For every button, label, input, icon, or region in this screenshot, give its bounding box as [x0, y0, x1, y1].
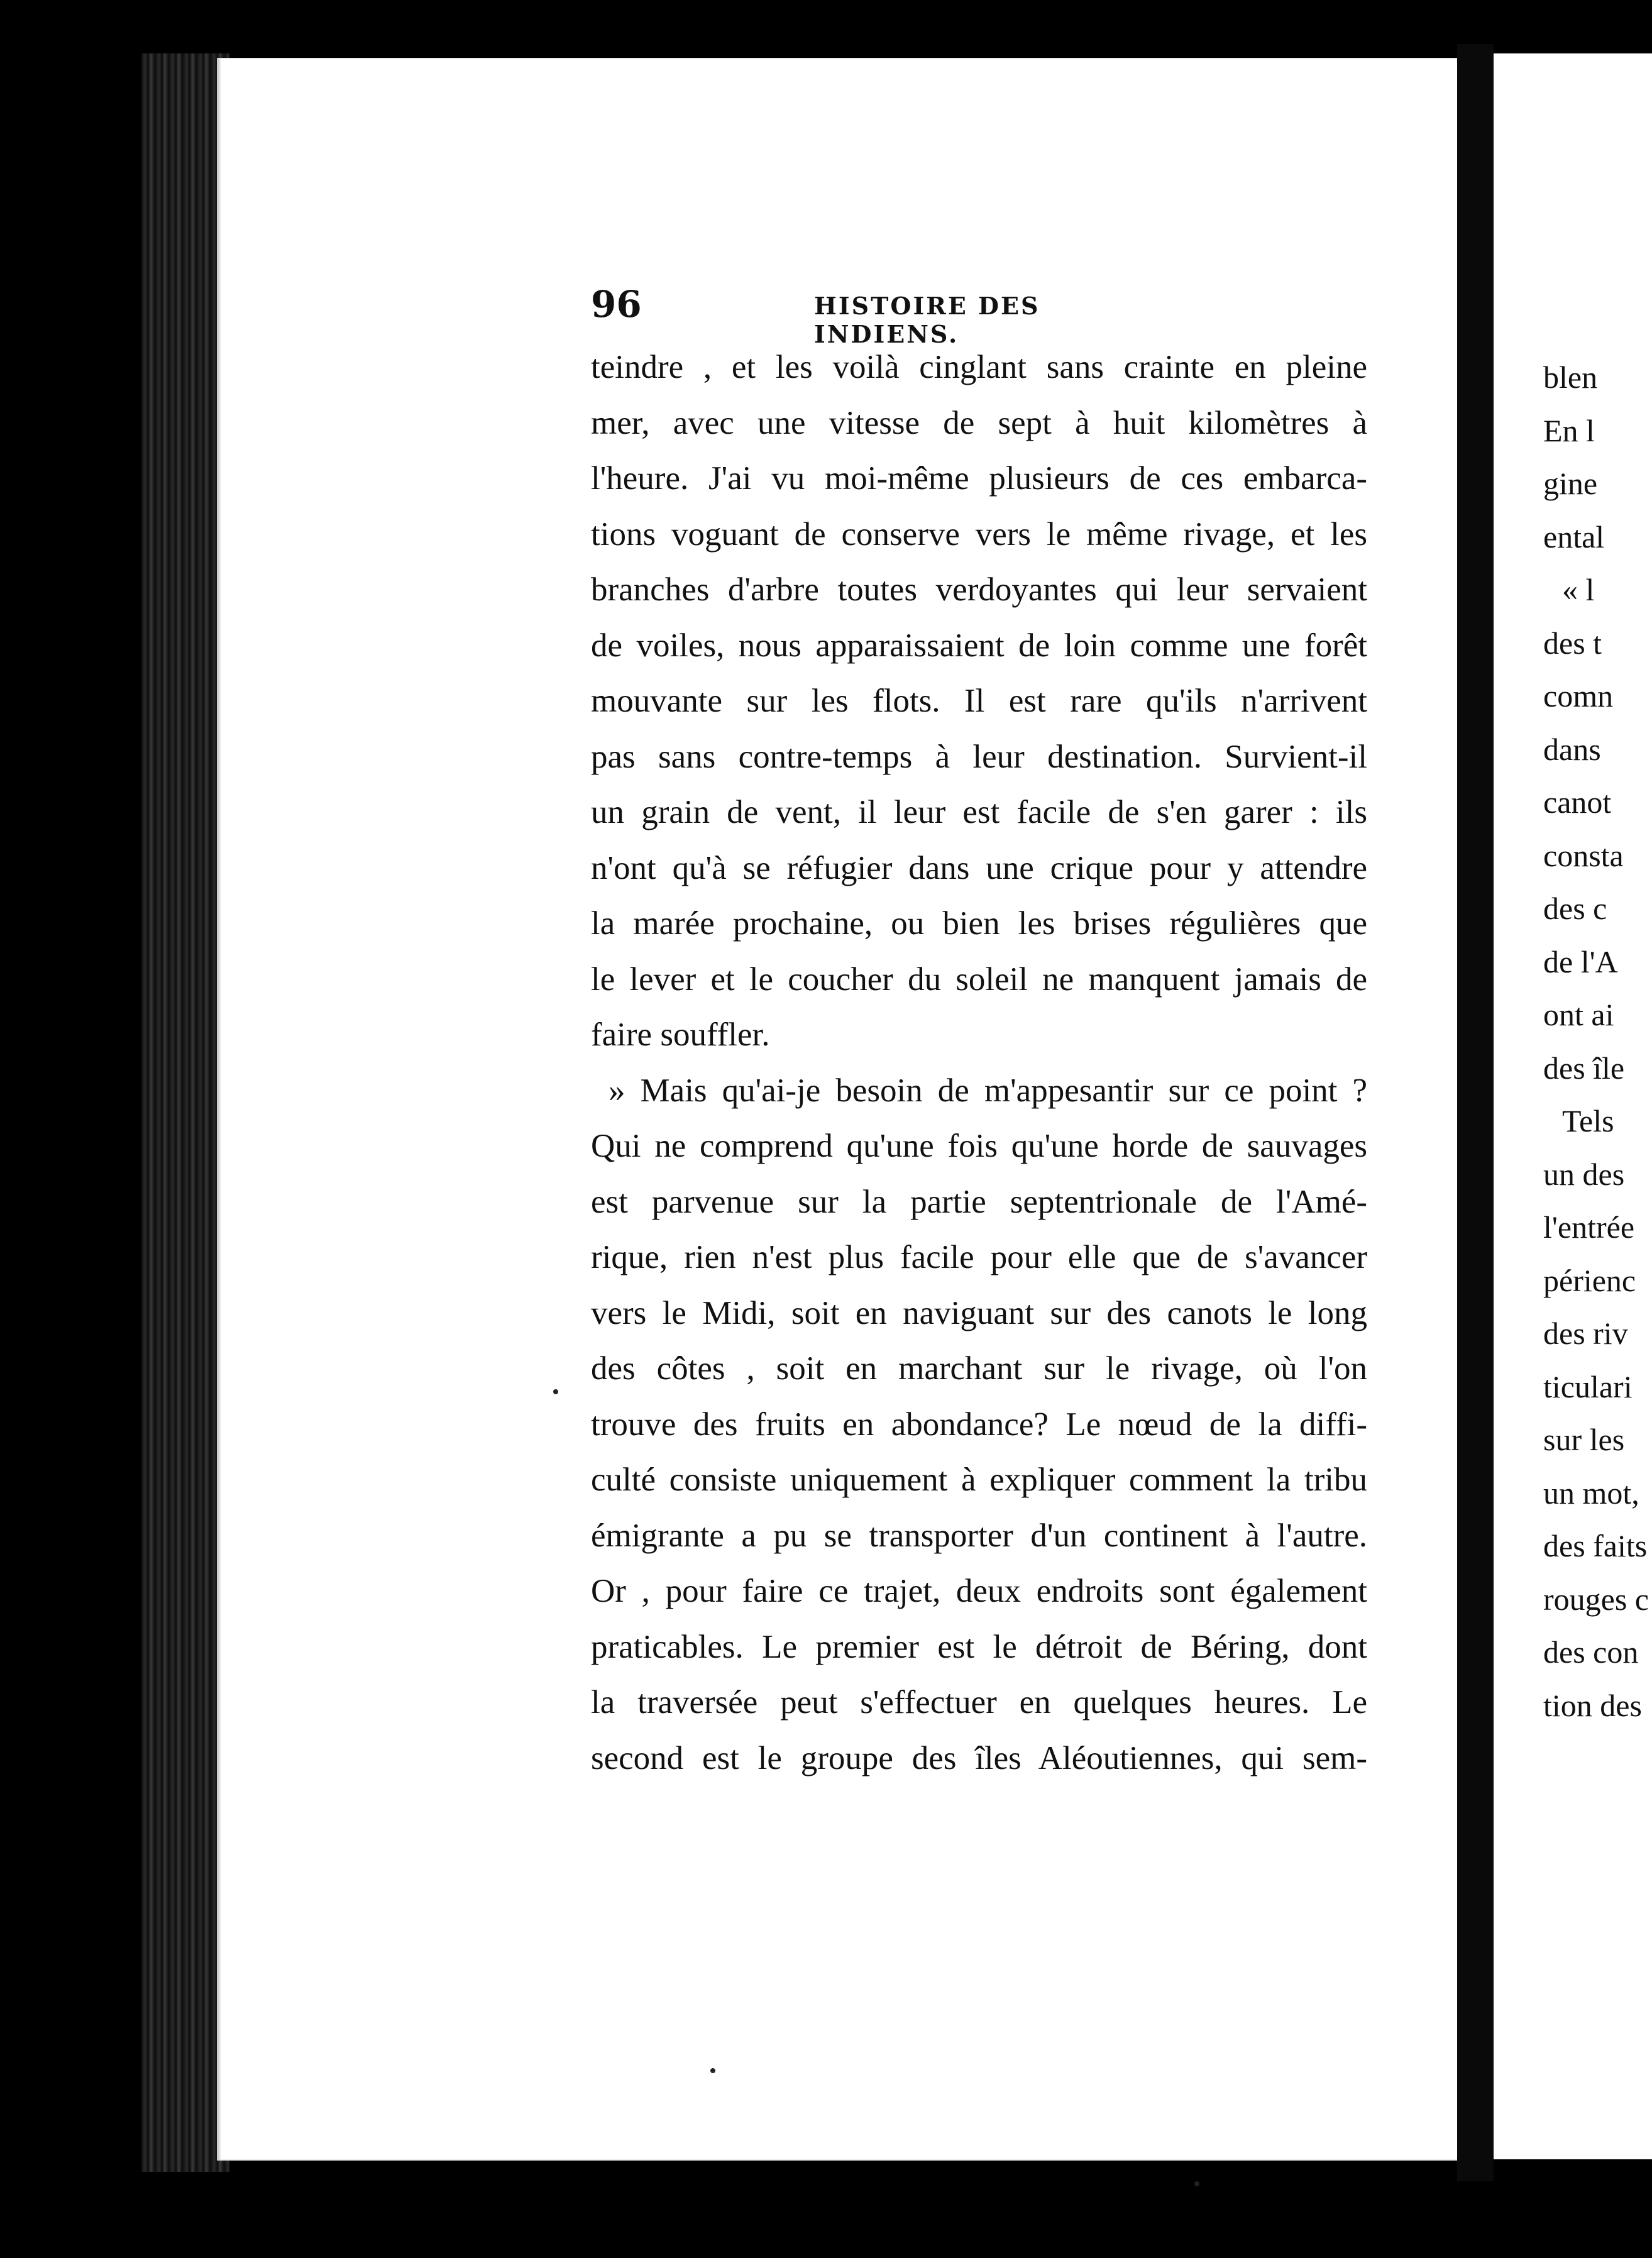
- book-fore-edge: [141, 53, 229, 2172]
- text-line: mer, avec une vitesse de sept à huit kilomètres à: [591, 404, 1367, 441]
- text-line: second est le groupe des îles Aléoutiennes, qui sem-: [591, 1739, 1367, 1776]
- right-page-line-fragment: gine: [1543, 466, 1598, 501]
- text-line: » Mais qu'ai-je besoin de m'appesantir sur ce point ?: [608, 1072, 1367, 1109]
- text-line: praticables. Le premier est le détroit de Béring, dont: [591, 1628, 1367, 1665]
- text-line: le lever et le coucher du soleil ne manquent jamais de: [591, 961, 1367, 998]
- text-line: la traversée peut s'effectuer en quelques heures. Le: [591, 1684, 1367, 1721]
- text-line: n'ont qu'à se réfugier dans une crique pour y attendre: [591, 849, 1367, 886]
- text-line: émigrante a pu se transporter d'un continent à l'autre.: [591, 1517, 1367, 1554]
- right-page-line-fragment: des faits: [1543, 1528, 1648, 1563]
- right-page-line-fragment: consta: [1543, 837, 1624, 873]
- text-line: des côtes , soit en marchant sur le rivage, où l'on: [591, 1350, 1367, 1387]
- right-page-line-fragment: des t: [1543, 625, 1602, 661]
- book-gutter: [1457, 44, 1494, 2181]
- text-line: branches d'arbre toutes verdoyantes qui leur servaient: [591, 571, 1367, 608]
- running-head: HISTOIRE DES INDIENS.: [814, 292, 1040, 348]
- right-page-line-fragment: ticulari: [1543, 1369, 1633, 1404]
- page-number: 96: [591, 283, 642, 326]
- right-page-line-fragment: des riv: [1543, 1316, 1628, 1351]
- text-line: est parvenue sur la partie septentrionale de l'Amé-: [591, 1183, 1367, 1220]
- right-page-line-fragment: tion des: [1543, 1687, 1642, 1723]
- right-page-line-fragment: sur les: [1543, 1422, 1625, 1457]
- right-page-line-fragment: canot: [1543, 785, 1612, 820]
- right-page-line-fragment: ont ai: [1543, 997, 1614, 1032]
- right-page-line-fragment: un des: [1543, 1156, 1625, 1192]
- text-line: teindre , et les voilà cinglant sans crainte en pleine: [591, 349, 1367, 385]
- text-line: rique, rien n'est plus facile pour elle que de s'avancer: [591, 1239, 1367, 1275]
- text-line: culté consiste uniquement à expliquer comment la tribu: [591, 1462, 1367, 1498]
- text-line: faire souffler.: [591, 1016, 770, 1053]
- right-page-line-fragment: ental: [1543, 519, 1605, 554]
- right-page-line-fragment: de l'A: [1543, 944, 1618, 979]
- body-text: [591, 339, 1367, 1786]
- right-page-line-fragment: des c: [1543, 891, 1607, 926]
- right-page-line-fragment: périenc: [1543, 1262, 1636, 1298]
- text-line: l'heure. J'ai vu moi-même plusieurs de ces embarca-: [591, 460, 1367, 497]
- text-line: de voiles, nous apparaissaient de loin comme une forêt: [591, 627, 1367, 664]
- text-line: la marée prochaine, ou bien les brises régulières que: [591, 905, 1367, 942]
- text-line: Qui ne comprend qu'une fois qu'une horde de sauvages: [591, 1128, 1367, 1164]
- right-page-line-fragment: des con: [1543, 1634, 1639, 1670]
- page-header: [591, 283, 1157, 348]
- right-page-line-fragment: dans: [1543, 731, 1601, 767]
- text-line: Or , pour faire ce trajet, deux endroits sont également: [591, 1573, 1367, 1609]
- text-line: mouvante sur les flots. Il est rare qu'ils n'arrivent: [591, 683, 1367, 719]
- right-page-line-fragment: blen: [1543, 360, 1598, 395]
- dust-speck: [1194, 2181, 1199, 2186]
- dust-speck: [710, 2068, 715, 2073]
- text-line: vers le Midi, soit en naviguant sur des canots le long: [591, 1294, 1367, 1331]
- text-line: trouve des fruits en abondance? Le nœud de la diffi-: [591, 1406, 1367, 1443]
- right-page-line-fragment: des île: [1543, 1050, 1625, 1086]
- text-line: un grain de vent, il leur est facile de s'en garer : ils: [591, 794, 1367, 830]
- text-line: tions voguant de conserve vers le même rivage, et les: [591, 515, 1367, 553]
- right-page-line-fragment: un mot,: [1543, 1475, 1639, 1511]
- right-page-line-fragment: rouges c: [1543, 1581, 1649, 1617]
- text-line: pas sans contre-temps à leur destination. Survient-il: [591, 738, 1367, 775]
- right-page-line-fragment: l'entrée: [1543, 1209, 1635, 1245]
- right-page-line-fragment: En l: [1543, 412, 1595, 448]
- dust-speck: [553, 1389, 558, 1394]
- right-page-line-fragment: comn: [1543, 678, 1614, 713]
- right-page-line-fragment: « l: [1562, 572, 1595, 607]
- right-page-text: [1543, 351, 1652, 1732]
- right-page-line-fragment: Tels: [1562, 1103, 1614, 1138]
